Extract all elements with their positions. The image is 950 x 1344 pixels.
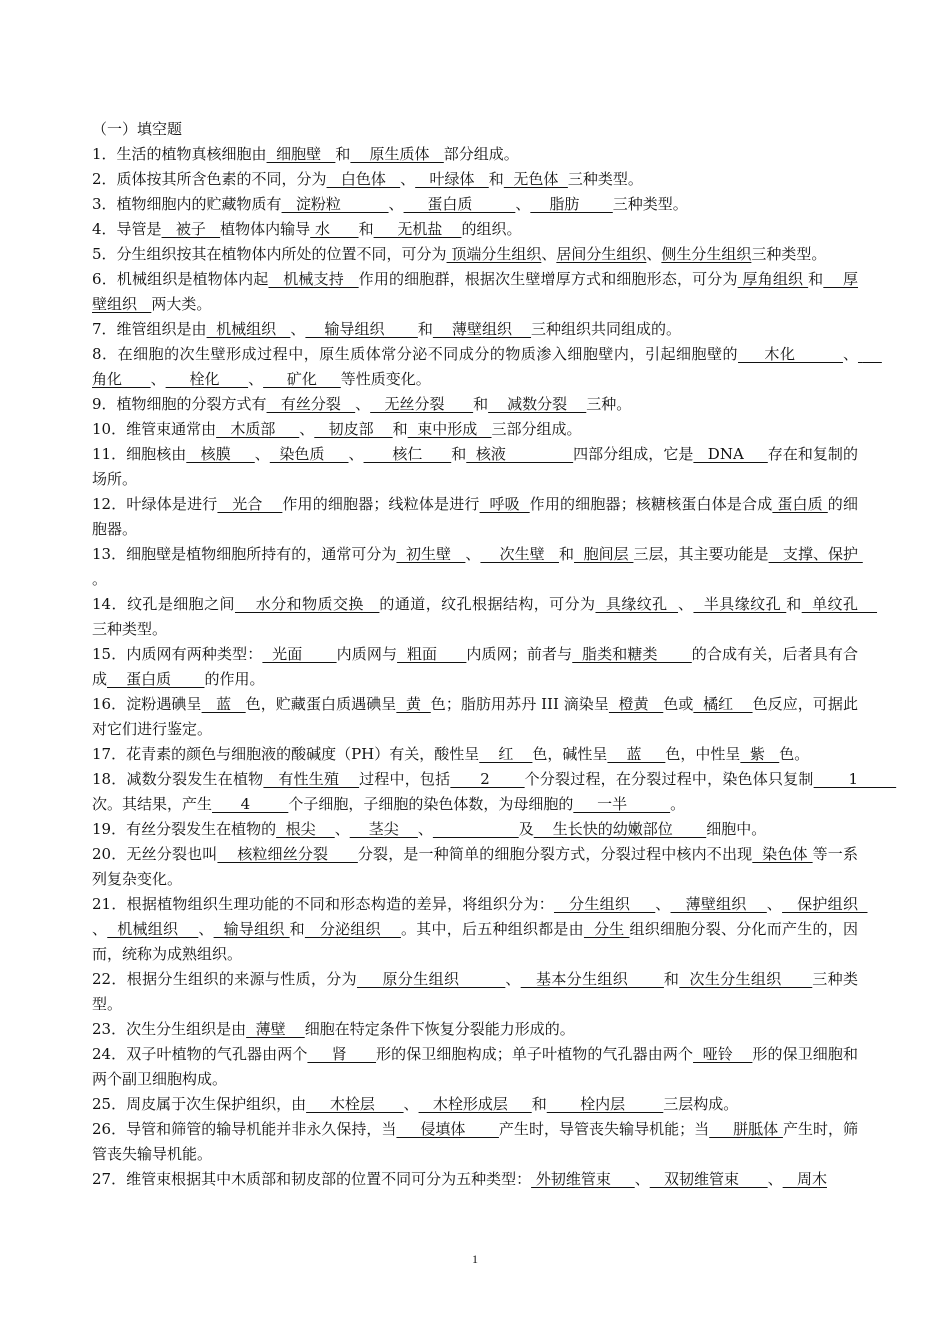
answer-blank: 光面 (262, 645, 337, 663)
answer-blank: 根尖 (276, 820, 335, 838)
answer-blank: 减数分裂 (488, 395, 587, 413)
answer-blank: 输导组织 (213, 920, 290, 938)
answer-blank: 顶端分生组织 (446, 245, 542, 263)
question-text: 、 (541, 245, 557, 263)
question-text: 及 (518, 820, 534, 838)
question-text: 三种类型。 (567, 170, 643, 188)
question-item (92, 767, 897, 817)
question-item (92, 742, 858, 767)
answer-blank: 染色体 (752, 845, 813, 863)
question-item (92, 842, 858, 892)
question-text: 、 (92, 920, 108, 938)
question-text: 19．有丝分裂发生在植物的 (92, 820, 277, 838)
answer-blank: 半具缘纹孔 (693, 595, 787, 613)
answer-blank: 有性生殖 (263, 770, 360, 788)
answer-blank: 被子 (161, 220, 221, 238)
answer-blank: 橘红 (693, 695, 753, 713)
question-text: 、 (348, 445, 364, 463)
question-text: 、 (248, 370, 264, 388)
question-text: 、 (290, 320, 306, 338)
answer-blank: 木栓形成层 (418, 1095, 532, 1113)
question-text: 、 (400, 170, 416, 188)
question-text: 三种类型。 (612, 195, 688, 213)
question-item (92, 542, 863, 592)
answer-blank: 肾 (307, 1045, 377, 1063)
answer-blank: 4 (212, 795, 289, 813)
question-text: 、 (634, 1170, 650, 1188)
question-text: 和 (451, 445, 467, 463)
question-text: 3．植物细胞内的贮藏物质有 (92, 195, 282, 213)
answer-blank (433, 820, 519, 838)
answer-blank: 蛋白质 (772, 495, 828, 513)
question-text: 27．维管束根据其中木质部和韧皮部的位置不同可分为五种类型： (92, 1170, 532, 1188)
answer-blank: 束中形成 (407, 420, 492, 438)
answer-blank: 次生壁 (480, 545, 559, 563)
answer-blank: 基本分生组织 (520, 970, 664, 988)
question-text: 、 (767, 1170, 783, 1188)
question-text: 部分组成。 (443, 145, 519, 163)
question-item (92, 692, 858, 742)
question-text: 内质网与 (336, 645, 398, 663)
answer-blank: 保护组织 (782, 895, 868, 913)
question-text: 23．次生分生组织是由 (92, 1020, 247, 1038)
answer-blank: 次生分生组织 (679, 970, 813, 988)
question-text: 26．导管和筛管的输导机能并非永久保持，当 (92, 1120, 397, 1138)
question-text: 色，贮藏蛋白质遇碘呈 (245, 695, 397, 713)
answer-blank: 胞间层 (574, 545, 634, 563)
question-text: 、 (465, 545, 481, 563)
question-text: 三种类型。 (751, 245, 827, 263)
question-text: 组织细胞分裂、分化而产生的，因而，统称为成熟组织。 (92, 920, 858, 963)
answer-blank: 核仁 (363, 445, 452, 463)
question-text: 15．内质网有两种类型： (92, 645, 263, 663)
answer-blank: 薄壁组织 (432, 320, 532, 338)
answer-blank: 侵填体 (396, 1120, 499, 1138)
answer-blank: 具缘纹孔 (595, 595, 679, 613)
answer-blank: 紫 (740, 745, 780, 763)
answer-blank: 无机盐 (373, 220, 462, 238)
answer-blank: 薄壁 (246, 1020, 305, 1038)
question-text: 的合成有关，后者具有合成 (92, 645, 858, 688)
question-text: 三层，其主要功能是 (633, 545, 769, 563)
answer-blank: 薄壁组织 (670, 895, 767, 913)
question-text: 和 (473, 395, 489, 413)
question-text: 产生时，筛管丧失输导机能。 (92, 1120, 859, 1163)
answer-blank: 叶绿体 (415, 170, 489, 188)
answer-blank: 染色质 (269, 445, 349, 463)
question-text: 12．叶绿体是进行 (92, 495, 218, 513)
question-text: 三种类型。 (92, 970, 858, 1013)
question-item (92, 392, 858, 417)
question-text: 、 (646, 245, 662, 263)
page-number: 1 (472, 1252, 478, 1266)
answer-blank: 机械组织 (206, 320, 291, 338)
question-text: 13．细胞壁是植物细胞所持有的，通常可分为 (92, 545, 397, 563)
question-text: 、 (505, 970, 521, 988)
question-item (92, 492, 858, 542)
question-item (92, 1017, 858, 1042)
question-text: 6．机械组织是植物体内起 (92, 270, 269, 288)
question-text: 等性质变化。 (340, 370, 431, 388)
question-item (92, 142, 858, 167)
question-text: 21．根据植物组织生理功能的不同和形态构造的差异，将组织分为： (92, 895, 554, 913)
answer-blank: 支撑、保护 (768, 545, 863, 563)
answer-blank: 有丝分裂 (266, 395, 356, 413)
answer-blank: 输导组织 (305, 320, 418, 338)
question-text: 、 (299, 420, 315, 438)
question-text: 和 (358, 220, 374, 238)
question-text: 和 (335, 145, 351, 163)
answer-blank: 蛋白质 (403, 195, 516, 213)
question-text: 。 (670, 795, 686, 813)
answer-blank: 外韧维管束 (531, 1170, 635, 1188)
answer-blank: 厚角组织 (737, 270, 809, 288)
answer-blank: 蛋白质 (107, 670, 205, 688)
answer-blank: 茎尖 (349, 820, 418, 838)
question-text: 5．分生组织按其在植物体内所处的位置不同，可分为 (92, 245, 447, 263)
answer-blank: 居间分生组织 (556, 245, 647, 263)
question-item (92, 642, 858, 692)
question-text: 色，碱性呈 (532, 745, 608, 763)
question-item (92, 267, 858, 317)
question-text: 细胞中。 (706, 820, 767, 838)
question-text: 个子细胞，子细胞的染色体数，为母细胞的 (288, 795, 574, 813)
answer-blank: 机械支持 (268, 270, 359, 288)
answer-blank: 双韧维管束 (649, 1170, 768, 1188)
answer-blank: 胼胝体 (709, 1120, 783, 1138)
question-item (92, 342, 882, 392)
answer-blank: 哑铃 (693, 1045, 753, 1063)
question-item (92, 1117, 858, 1167)
question-text: 色，中性呈 (665, 745, 741, 763)
question-text: 个分裂过程，在分裂过程中，染色体只复制 (524, 770, 814, 788)
answer-blank: 原分生组织 (356, 970, 506, 988)
question-text: 三部分组成。 (491, 420, 582, 438)
question-text: 的作用。 (204, 670, 265, 688)
answer-blank: 韧皮部 (314, 420, 393, 438)
question-text: 11．细胞核由 (92, 445, 187, 463)
question-item (92, 167, 858, 192)
question-text: 和 (531, 1095, 547, 1113)
question-item (92, 442, 858, 492)
question-item (92, 892, 868, 967)
answer-blank: DNA (693, 445, 768, 463)
question-text: 和 (786, 595, 802, 613)
answer-blank: 栓化 (165, 370, 249, 388)
answer-blank: 1 (813, 770, 897, 788)
question-text: 四部分组成，它是 (573, 445, 694, 463)
question-item (92, 1092, 858, 1117)
question-text: 三层构成。 (663, 1095, 739, 1113)
question-text: 和 (558, 545, 575, 563)
question-text: 。 (92, 570, 108, 588)
answer-blank: 木栓层 (306, 1095, 404, 1113)
answer-blank: 无色体 (503, 170, 568, 188)
answer-blank: 角化 (92, 345, 882, 388)
question-text: 14．纹孔是细胞之间 (92, 595, 235, 613)
question-item (92, 592, 878, 642)
question-text: 25．周皮属于次生保护组织，由 (92, 1095, 307, 1113)
question-text: 三种类型。 (92, 620, 168, 638)
question-item (92, 192, 858, 217)
answer-blank: 光合 (217, 495, 283, 513)
question-text: 、 (403, 1095, 419, 1113)
question-text: 2．质体按其所含色素的不同，分为 (92, 170, 327, 188)
answer-blank: 呼吸 (479, 495, 530, 513)
answer-blank: 单纹孔 (801, 595, 878, 613)
question-text: 三种。 (586, 395, 632, 413)
question-text: 、 (417, 820, 433, 838)
answer-blank: 蓝 (201, 695, 246, 713)
question-text: 、 (766, 895, 783, 913)
question-text: 、 (515, 195, 531, 213)
question-text: 色或 (663, 695, 694, 713)
question-text: 和 (289, 920, 305, 938)
answer-blank: 侧生分生组织 (661, 245, 752, 263)
question-text: 作用的细胞器；核糖核蛋白体是合成 (529, 495, 773, 513)
answer-blank: 细胞壁 (266, 145, 336, 163)
question-text: 和 (392, 420, 408, 438)
question-text: 细胞在特定条件下恢复分裂能力形成的。 (304, 1020, 575, 1038)
answer-blank: 生长快的幼嫩部位 (533, 820, 707, 838)
answer-blank: 水 (310, 220, 359, 238)
question-item (92, 817, 858, 842)
question-item (92, 217, 858, 242)
answer-blank: 脂肪 (530, 195, 613, 213)
answer-blank: 粗面 (397, 645, 467, 663)
question-text: 、 (388, 195, 404, 213)
question-text: 次。其结果，产生 (92, 795, 213, 813)
question-item (92, 317, 858, 342)
question-text: 分裂，是一种简单的细胞分裂方式，分裂过程中核内不出现 (357, 845, 753, 863)
question-text: 色反应，可据此对它们进行鉴定。 (92, 695, 858, 738)
answer-blank: 脂类和糖类 (572, 645, 692, 663)
answer-blank: 分泌组织 (304, 920, 401, 938)
question-item (92, 1042, 858, 1092)
question-text: 和 (417, 320, 433, 338)
answer-blank: 黄 (396, 695, 431, 713)
question-text: 10．维管束通常由 (92, 420, 217, 438)
question-text: 18．减数分裂发生在植物 (92, 770, 264, 788)
answer-blank: 木化 (738, 345, 843, 363)
question-text: 色。 (779, 745, 810, 763)
answer-blank: 红 (479, 745, 533, 763)
answer-blank: 初生壁 (396, 545, 466, 563)
answer-blank: 机械组织 (107, 920, 199, 938)
question-text: 17．花青素的颜色与细胞液的酸碱度（PH）有关，酸性呈 (92, 745, 480, 763)
question-text: 、 (355, 395, 371, 413)
answer-blank: 栓内层 (546, 1095, 664, 1113)
answer-blank: 无丝分裂 (370, 395, 474, 413)
question-text: 的细胞器。 (92, 495, 858, 538)
question-text: 。其中，后五种组织都是由 (400, 920, 584, 938)
question-item (92, 417, 858, 442)
question-text: 作用的细胞群，根据次生壁增厚方式和细胞形态，可分为 (358, 270, 738, 288)
answer-blank: 白色体 (326, 170, 401, 188)
question-text: 和 (663, 970, 680, 988)
question-text: 、 (655, 895, 671, 913)
question-list (92, 142, 897, 1192)
answer-blank: 分生 (583, 920, 630, 938)
question-text: 7．维管组织是由 (92, 320, 207, 338)
question-text: 22．根据分生组织的来源与性质，分为 (92, 970, 357, 988)
answer-blank: 核膜 (186, 445, 255, 463)
question-text: 色；脂肪用苏丹 III 滴染呈 (430, 695, 609, 713)
answer-blank: 蓝 (607, 745, 666, 763)
question-text: 等一系列复杂变化。 (92, 845, 858, 888)
question-text: 和 (808, 270, 824, 288)
question-text: 8．在细胞的次生壁形成过程中，原生质体常分泌不同成分的物质渗入细胞壁内，引起细胞壁的 (92, 345, 739, 363)
question-text: 的通道，纹孔根据结构，可分为 (379, 595, 596, 613)
question-text: 内质网；前者与 (466, 645, 573, 663)
question-text: 三种组织共同组成的。 (531, 320, 682, 338)
question-text: 作用的细胞器；线粒体是进行 (282, 495, 480, 513)
answer-blank: 厚壁组织 (92, 270, 859, 313)
question-text: 的组织。 (461, 220, 522, 238)
question-item (92, 242, 858, 267)
answer-blank: 原生质体 (350, 145, 444, 163)
answer-blank: 核粒细丝分裂 (217, 845, 358, 863)
question-text: 、 (334, 820, 350, 838)
question-text: 形的保卫细胞和两个副卫细胞构成。 (92, 1045, 858, 1088)
question-text: 1．生活的植物真核细胞由 (92, 145, 267, 163)
question-text: 、 (198, 920, 214, 938)
answer-blank: 2 (450, 770, 525, 788)
question-text: 形的保卫细胞构成；单子叶植物的气孔器由两个 (376, 1045, 694, 1063)
question-text: 4．导管是 (92, 220, 162, 238)
answer-blank: 淀粉粒 (281, 195, 389, 213)
question-text: 过程中，包括 (359, 770, 451, 788)
answer-blank: 分生组织 (553, 895, 656, 913)
answer-blank: 核液 (466, 445, 574, 463)
answer-blank: 橙黄 (608, 695, 664, 713)
answer-blank: 矿化 (263, 370, 341, 388)
question-text: 、 (678, 595, 694, 613)
section-title: （一）填空题 (92, 120, 183, 138)
question-text: 、 (842, 345, 858, 363)
question-text: 存在和复制的场所。 (92, 445, 858, 488)
question-text: 16．淀粉遇碘呈 (92, 695, 202, 713)
answer-blank: 木质部 (216, 420, 300, 438)
question-text: 两大类。 (151, 295, 212, 313)
answer-blank: 水分和物质交换 (234, 595, 380, 613)
question-text: 24．双子叶植物的气孔器由两个 (92, 1045, 308, 1063)
question-text: 20．无丝分裂也叫 (92, 845, 218, 863)
question-text: 产生时，导管丧失输导机能；当 (498, 1120, 710, 1138)
answer-blank: 一半 (573, 795, 671, 813)
question-item (92, 1167, 858, 1192)
question-text: 和 (488, 170, 504, 188)
answer-blank: 周木 (782, 1170, 827, 1188)
question-text: 、 (150, 370, 166, 388)
question-text: 9．植物细胞的分裂方式有 (92, 395, 267, 413)
question-text: 植物体内输导 (220, 220, 311, 238)
question-item (92, 967, 858, 1017)
question-text: 、 (254, 445, 270, 463)
